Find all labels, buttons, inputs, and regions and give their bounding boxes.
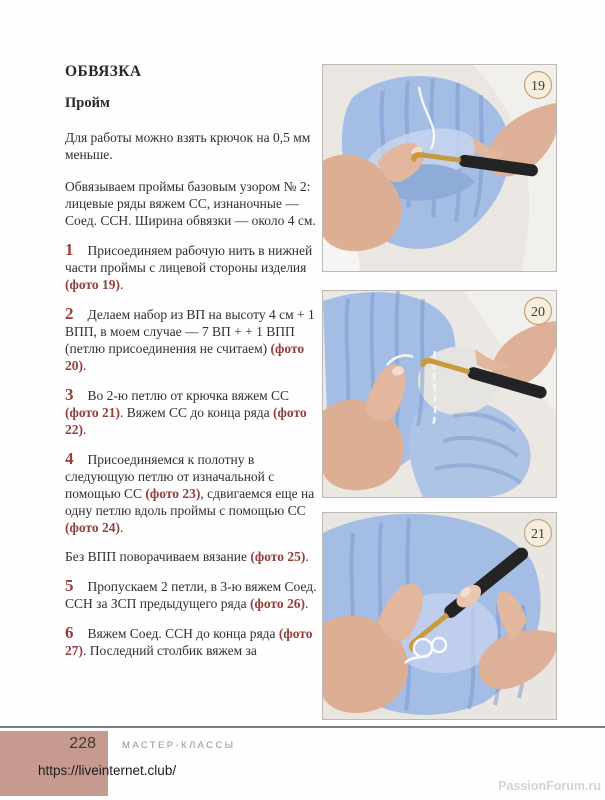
- photo-reference: (фото 27): [65, 626, 313, 658]
- step-text: Во 2-ю петлю от крючка вяжем СС: [87, 388, 290, 403]
- section-subtitle: Пройм: [65, 95, 110, 111]
- intro-text: Обвязываем проймы базовым узором № 2: лицевые ряды вяжем СС, изнаночные — Соед. ССН. Ширина обвязки — около 4 см.: [65, 179, 316, 228]
- step-text: . Последний столбик вяжем за: [83, 643, 257, 658]
- turn-note: [65, 548, 317, 565]
- footer-section-label: МАСТЕР-КЛАССЫ: [122, 740, 236, 751]
- page-title: ОБВЯЗКА: [65, 63, 142, 80]
- intro-text: Для работы можно взять крючок на 0,5 мм меньше.: [65, 130, 311, 162]
- step-text: Присоединяемся к полотну в следующую петлю от изначальной с помощью СС: [65, 452, 275, 501]
- step-text: .: [83, 422, 87, 437]
- photo-21-slip-stitch: [322, 512, 557, 720]
- intro-paragraph-2: [65, 178, 317, 229]
- source-url[interactable]: https://liveinternet.club/: [38, 763, 177, 778]
- step-2: [65, 305, 317, 374]
- step-text: .: [119, 520, 124, 535]
- step-text: Присоединяем рабочую нить в нижней части проймы с лицевой стороны изделия: [65, 243, 313, 275]
- step-4: [65, 450, 317, 536]
- step-text: Вяжем Соед. ССН до конца ряда: [87, 626, 279, 641]
- step-number: 3: [65, 385, 74, 404]
- photo-badge-number: 21: [531, 527, 545, 542]
- step-number: 5: [65, 576, 74, 595]
- intro-paragraph-1: [65, 129, 317, 163]
- photo-reference: (фото 21): [65, 405, 120, 420]
- watermark: PassionForum.ru: [498, 779, 601, 793]
- photo-reference: (фото 22): [65, 405, 307, 437]
- step-text: . Вяжем СС до конца ряда: [119, 405, 274, 420]
- photo-reference: (фото 26): [249, 596, 305, 611]
- page-number: 228: [69, 735, 96, 752]
- photo-19-crochet-attach-yarn: [322, 64, 557, 272]
- step-text: , сдвигаемся еще на одну петлю вдоль проймы с помощью СС: [65, 486, 315, 518]
- step-text: .: [83, 358, 87, 373]
- photo-badge-number: 19: [531, 79, 545, 94]
- step-1: [65, 241, 317, 293]
- text-column: [65, 63, 317, 671]
- footer-rule: [0, 726, 605, 728]
- step-number: 6: [65, 623, 74, 642]
- step-number: 1: [65, 240, 74, 259]
- step-text: .: [305, 549, 309, 564]
- step-number: 2: [65, 304, 74, 323]
- step-text: Делаем набор из ВП на высоту 4 см + 1 ВПП, в моем случае — 7 ВП + + 1 ВПП (петлю присоединения не считаем): [65, 307, 315, 356]
- photo-reference: (фото 19): [65, 277, 120, 292]
- step-text: .: [304, 596, 309, 611]
- step-3: [65, 386, 317, 438]
- photo-illustration: [323, 513, 556, 719]
- step-5: [65, 577, 317, 612]
- step-text: .: [119, 277, 124, 292]
- photo-illustration: [323, 291, 556, 497]
- photo-badge-number: 20: [531, 305, 545, 320]
- step-text: Без ВПП поворачиваем вязание: [65, 549, 251, 564]
- photo-illustration: [323, 65, 556, 271]
- photo-reference: (фото 25): [250, 549, 306, 564]
- photo-20-chain-cast-on: [322, 290, 557, 498]
- photo-reference: (фото 20): [65, 341, 305, 373]
- step-text: Пропускаем 2 петли, в 3-ю вяжем Соед. ССН за ЗСП предыдущего ряда: [65, 579, 317, 611]
- photo-reference: (фото 23): [145, 486, 201, 501]
- step-number: 4: [65, 449, 74, 468]
- step-6: [65, 624, 317, 659]
- photo-reference: (фото 24): [65, 520, 120, 535]
